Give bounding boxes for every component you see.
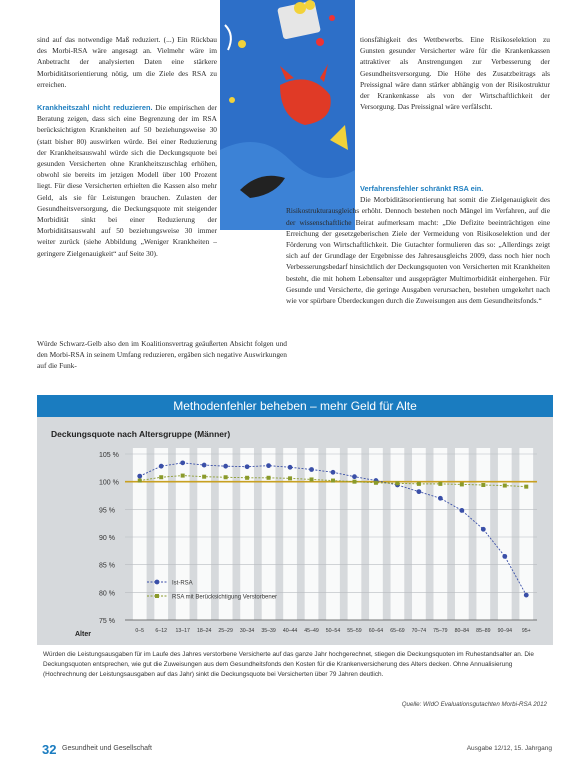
x-tick-label: 90–94 xyxy=(497,628,513,634)
chart-title-bar xyxy=(37,395,553,417)
right-text-column xyxy=(360,34,550,112)
data-point xyxy=(180,460,185,465)
data-point xyxy=(266,463,271,468)
y-tick-label: 105 % xyxy=(99,452,119,459)
footer-section: Gesundheit und Gesellschaft xyxy=(62,745,152,752)
data-point xyxy=(438,482,442,486)
x-tick-label: 60–64 xyxy=(368,628,384,634)
y-tick-label: 85 % xyxy=(99,562,115,570)
column-band xyxy=(433,448,447,620)
x-tick-label: 70–74 xyxy=(411,628,427,634)
data-point xyxy=(459,508,464,513)
x-tick-label: 55–59 xyxy=(347,628,362,634)
y-tick-label: 80 % xyxy=(99,590,115,598)
column-band xyxy=(348,448,362,620)
x-tick-label: 50–54 xyxy=(325,628,341,634)
data-point xyxy=(181,474,185,478)
data-point xyxy=(309,467,314,472)
legend-label: RSA mit Berücksichtigung Verstorbener xyxy=(172,594,278,601)
x-tick-label: 18–24 xyxy=(196,628,212,634)
data-point xyxy=(245,476,249,480)
data-point xyxy=(374,481,378,485)
x-tick-label: 25–29 xyxy=(218,628,233,634)
x-tick-label: 6–12 xyxy=(155,628,167,634)
x-tick-label: 0–5 xyxy=(135,628,145,634)
right-text-column-2 xyxy=(286,183,550,306)
left-paragraph-2: Krankheitszahl nicht reduzieren. Die empirischen der Beratung zeigen, dass sich eine Begrenzung der im RSA berücksichtigten Krankheiten auf 50 beziehungsweise 30 (statt bisher 80) auswirken würde. Bei einer Reduzierung der Krankheitsauswahl würde sich die Deckungsquote bei gesunden Versicherten ohne Krankheitszuschlag erhöhen, obwohl sie bereits im jetzigen Modell über 100 Prozent liegt. Für diese Versicherten erhielten die Kassen also mehr Geld, als sie für Leistungen brauchen. Zulasten der Gesundheitsversorgung, die Deckungsquote mit steigender Morbidität sinkt bei einer Reduzierung der Morbiditätsauswahl auf 50 beziehungsweise 30 immer weiter zurück (siehe Abbildung „Weniger Krankheiten – geringere Zielgenauigkeit“ auf Seite 30). xyxy=(37,103,217,258)
x-tick-label: 85–89 xyxy=(476,628,491,634)
data-point xyxy=(417,482,421,486)
x-axis-label: Alter xyxy=(75,631,91,638)
column-band xyxy=(498,448,512,620)
y-tick-label: 90 % xyxy=(99,535,115,542)
page-number: 32 xyxy=(42,742,57,757)
data-point xyxy=(331,470,336,475)
data-point xyxy=(310,477,314,481)
data-point xyxy=(267,476,271,480)
right-paragraph-2: Die Morbiditätsorientierung hat somit die Zielgenauigkeit des Risikostrukturausgleichs erhöht. Dennoch bestehen noch Mängel im Verfahren, auf die der wissenschaftliche Beirat aufmerksam macht: „Die Defizite beeinträchtigen eine Erreichung der gesetzgeberischen Ziele der Vermeidung von Risikoselektion und der Förderung von Wirtschaftlichkeit. Die Gutachter formulieren das so: „Allerdings zeigt sich auf der Grundlage der Ergebnisse des Jahresausgleichs 2009, dass noch hier noch Verbesserungsbedarf hinsichtlich der Deckungsquoten von Versicherten mit Krankheiten besteht, die mit hohem Lebensalter und ausgeprägter Multimorbidität einhergehen. Für Gesunde und Versicherte, die geringe Ausgaben verursachen, bestehen umgekehrt nach wie vor spürbare Überdeckungen durch die Zuweisungen aus dem Gesundheitsfonds.“ xyxy=(286,195,550,306)
column-band xyxy=(305,448,319,620)
chart-source: Quelle: WIdO Evaluationsgutachten Morbi-RSA 2012 xyxy=(401,701,547,708)
x-tick-label: 40–44 xyxy=(282,628,298,634)
subheading-verfahrensfehler: Verfahrensfehler schränkt RSA ein. xyxy=(360,184,484,193)
data-point xyxy=(502,554,507,559)
legend-label: Ist-RSA xyxy=(172,580,193,587)
legend-marker xyxy=(155,580,160,585)
data-point xyxy=(524,485,528,489)
data-point xyxy=(352,474,357,479)
x-tick-label: 35–39 xyxy=(261,628,276,634)
data-point xyxy=(481,527,486,532)
x-tick-label: 80–84 xyxy=(454,628,470,634)
footer-issue: Ausgabe 12/12, 15. Jahrgang xyxy=(466,745,552,752)
x-tick-label: 75–79 xyxy=(433,628,448,634)
column-band xyxy=(455,448,469,620)
data-point xyxy=(288,476,292,480)
data-point xyxy=(202,475,206,479)
left-text-column xyxy=(37,34,217,259)
column-band xyxy=(283,448,297,620)
right-paragraph-1: tionsfähigkeit des Wettbewerbs. Eine Risikoselektion zu Gunsten gesunder Versicherter wäre für die Krankenkassen attraktiver als Anstrengungen zur Verbesserung der Gesundheitsversorgung. Die Höhe des Zusatzbeitrags als Preissignal wäre dann stärker abhängig von der Risikostruktur der Krankenkasse als von der Wirtschaftlichkeit der Versorgung. Das Preissignal wäre verfälscht. xyxy=(360,35,550,112)
column-band xyxy=(476,448,490,620)
x-tick-label: 45–49 xyxy=(304,628,319,634)
chart-svg xyxy=(37,417,553,645)
x-tick-label: 65–69 xyxy=(390,628,405,634)
y-tick-label: 100 % xyxy=(99,479,119,487)
subheading-krankheitszahl: Krankheitszahl nicht reduzieren. xyxy=(37,103,153,113)
right-subheading-para xyxy=(360,183,550,194)
data-point xyxy=(138,479,142,483)
chart-caption: Würden die Leistungsausgaben für im Laufe des Jahres verstorbene Versicherte auf das ganze Jahr hochgerechnet, stiegen die Deckungsquoten im Ruhestandsalter an. Die Deckungsquoten entsprechen, wie gut die Zuweisungen aus dem Gesundheitsfonds den Kosten für die Krankenversicherung des Alters decken. Ohne Annualisierung (Hochrechnung der Leistungsausgaben auf das Jahr) sinkt die Deckungsquote bei Versicherten über 79 Jahren deutlich. xyxy=(43,651,534,678)
data-point xyxy=(352,480,356,484)
left-text-wide xyxy=(37,338,287,372)
page-footer xyxy=(42,742,552,756)
chart-plot-area xyxy=(37,417,553,645)
data-point xyxy=(224,475,228,479)
x-tick-label: 30–34 xyxy=(239,628,255,634)
data-point xyxy=(223,464,228,469)
data-point xyxy=(524,593,529,598)
y-tick-label: 75 % xyxy=(99,618,115,625)
x-tick-label: 95+ xyxy=(521,628,531,634)
data-point xyxy=(137,474,142,479)
data-point xyxy=(460,482,464,486)
chart-title: Methodenfehler beheben – mehr Geld für Alte xyxy=(173,399,417,413)
data-point xyxy=(159,475,163,479)
column-band xyxy=(412,448,426,620)
left-paragraph-3: Würde Schwarz-Gelb also den im Koalitionsvertrag geäußerten Absicht folgen und den Morbi-RSA in seinem Umfang reduzieren, ergäben sich negative Auswirkungen auf die Funk- xyxy=(37,339,287,371)
data-point xyxy=(288,465,293,470)
data-point xyxy=(202,463,207,468)
data-point xyxy=(481,483,485,487)
data-point xyxy=(331,479,335,483)
data-point xyxy=(416,489,421,494)
column-band xyxy=(369,448,383,620)
data-point xyxy=(438,496,443,501)
data-point xyxy=(159,464,164,469)
legend-marker xyxy=(155,594,159,598)
y-tick-label: 95 % xyxy=(99,507,115,515)
left-paragraph-1: sind auf das notwendige Maß reduziert. (...) Ein Rückbau des Morbi-RSA wäre angesagt an. Vielmehr wäre im Anbetracht der analysierten Daten eine stärkere Morbiditätsorientierung nötig, um die Ziele des RSA zu erreichen. xyxy=(37,35,217,89)
data-point xyxy=(245,464,250,469)
chart-subtitle: Deckungsquote nach Altersgruppe (Männer) xyxy=(51,429,231,439)
column-band xyxy=(391,448,405,620)
x-tick-label: 13–17 xyxy=(175,628,190,634)
data-point xyxy=(503,484,507,488)
data-point xyxy=(395,481,399,485)
